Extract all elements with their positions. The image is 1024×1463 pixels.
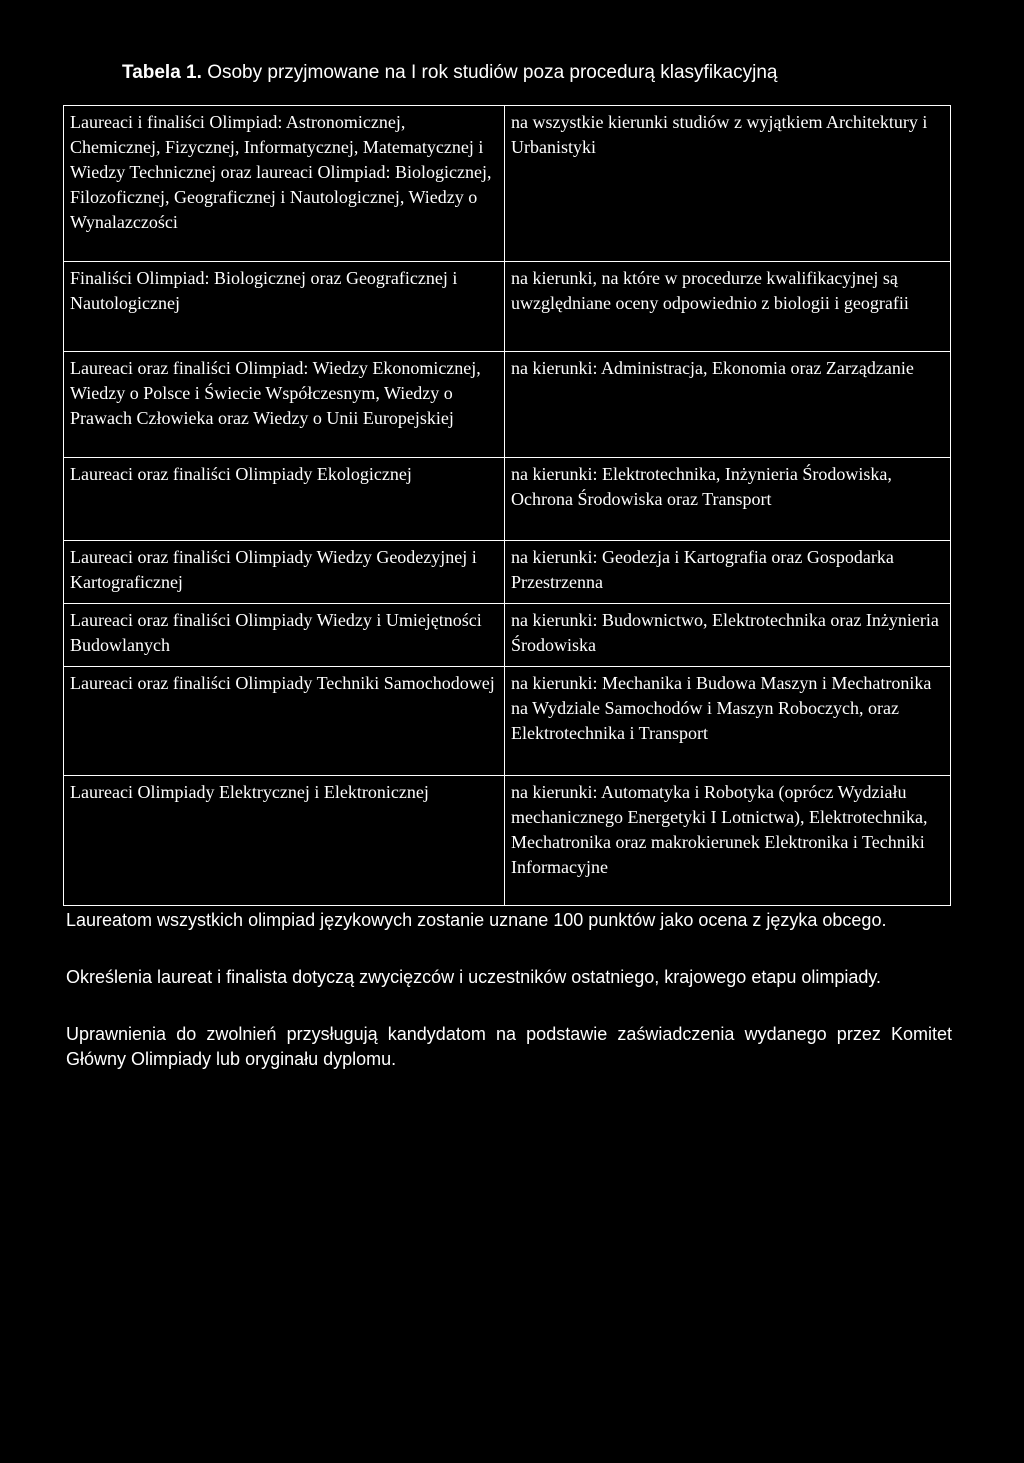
fields-of-study-cell: na wszystkie kierunki studiów z wyjątkiem Architektury i Urbanistyki <box>505 106 951 262</box>
olympiad-cell: Laureaci oraz finaliści Olimpiady Ekologicznej <box>64 458 505 541</box>
fields-of-study-cell: na kierunki: Automatyka i Robotyka (oprócz Wydziału mechanicznego Energetyki I Lotnictwa), Elektrotechnika, Mechatronika oraz makrokierunek Elektronika i Techniki Informacyjne <box>505 776 951 906</box>
fields-of-study-cell: na kierunki: Administracja, Ekonomia oraz Zarządzanie <box>505 352 951 458</box>
olympiad-cell: Laureaci oraz finaliści Olimpiady Wiedzy Geodezyjnej i Kartograficznej <box>64 541 505 604</box>
fields-of-study-cell: na kierunki: Geodezja i Kartografia oraz Gospodarka Przestrzenna <box>505 541 951 604</box>
table-row <box>64 776 951 906</box>
note-paragraph: Laureatom wszystkich olimpiad językowych zostanie uznane 100 punktów jako ocena z języka obcego. <box>66 910 887 930</box>
olympiad-cell: Laureaci Olimpiady Elektrycznej i Elektronicznej <box>64 776 505 906</box>
note-paragraph: Określenia laureat i finalista dotyczą zwycięzców i uczestników ostatniego, krajowego etapu olimpiady. <box>66 967 882 987</box>
olympiad-cell: Laureaci i finaliści Olimpiad: Astronomicznej, Chemicznej, Fizycznej, Informatycznej, Matematycznej i Wiedzy Technicznej oraz laureaci Olimpiad: Biologicznej, Filozoficznej, Geograficznej i Nautologicznej, Wiedzy o Wynalazczości <box>64 106 505 262</box>
notes-section <box>66 908 952 1104</box>
table-row <box>64 667 951 776</box>
table-row <box>64 262 951 352</box>
table-row <box>64 541 951 604</box>
table-row <box>64 106 951 262</box>
olympiad-cell: Laureaci oraz finaliści Olimpiady Techniki Samochodowej <box>64 667 505 776</box>
fields-of-study-cell: na kierunki, na które w procedurze kwalifikacyjnej są uwzględniane oceny odpowiednio z biologii i geografii <box>505 262 951 352</box>
olympiad-cell: Finaliści Olimpiad: Biologicznej oraz Geograficznej i Nautologicznej <box>64 262 505 352</box>
olympiad-cell: Laureaci oraz finaliści Olimpiady Wiedzy i Umiejętności Budowlanych <box>64 604 505 667</box>
fields-of-study-cell: na kierunki: Mechanika i Budowa Maszyn i Mechatronika na Wydziale Samochodów i Maszyn Roboczych, oraz Elektrotechnika i Transport <box>505 667 951 776</box>
table-row <box>64 458 951 541</box>
table-row <box>64 604 951 667</box>
table-caption <box>122 62 777 84</box>
note-paragraph: Uprawnienia do zwolnień przysługują kandydatom na podstawie zaświadczenia wydanego przez Komitet Główny Olimpiady lub oryginału dyplomu. <box>66 1024 952 1069</box>
admissions-table <box>63 105 951 906</box>
table-caption-label: Tabela 1. <box>122 62 202 83</box>
table-row <box>64 352 951 458</box>
fields-of-study-cell: na kierunki: Elektrotechnika, Inżynieria Środowiska, Ochrona Środowiska oraz Transport <box>505 458 951 541</box>
table-caption-text: Osoby przyjmowane na I rok studiów poza procedurą klasyfikacyjną <box>207 62 778 83</box>
fields-of-study-cell: na kierunki: Budownictwo, Elektrotechnika oraz Inżynieria Środowiska <box>505 604 951 667</box>
olympiad-cell: Laureaci oraz finaliści Olimpiad: Wiedzy Ekonomicznej, Wiedzy o Polsce i Świecie Współczesnym, Wiedzy o Prawach Człowieka oraz Wiedzy o Unii Europejskiej <box>64 352 505 458</box>
